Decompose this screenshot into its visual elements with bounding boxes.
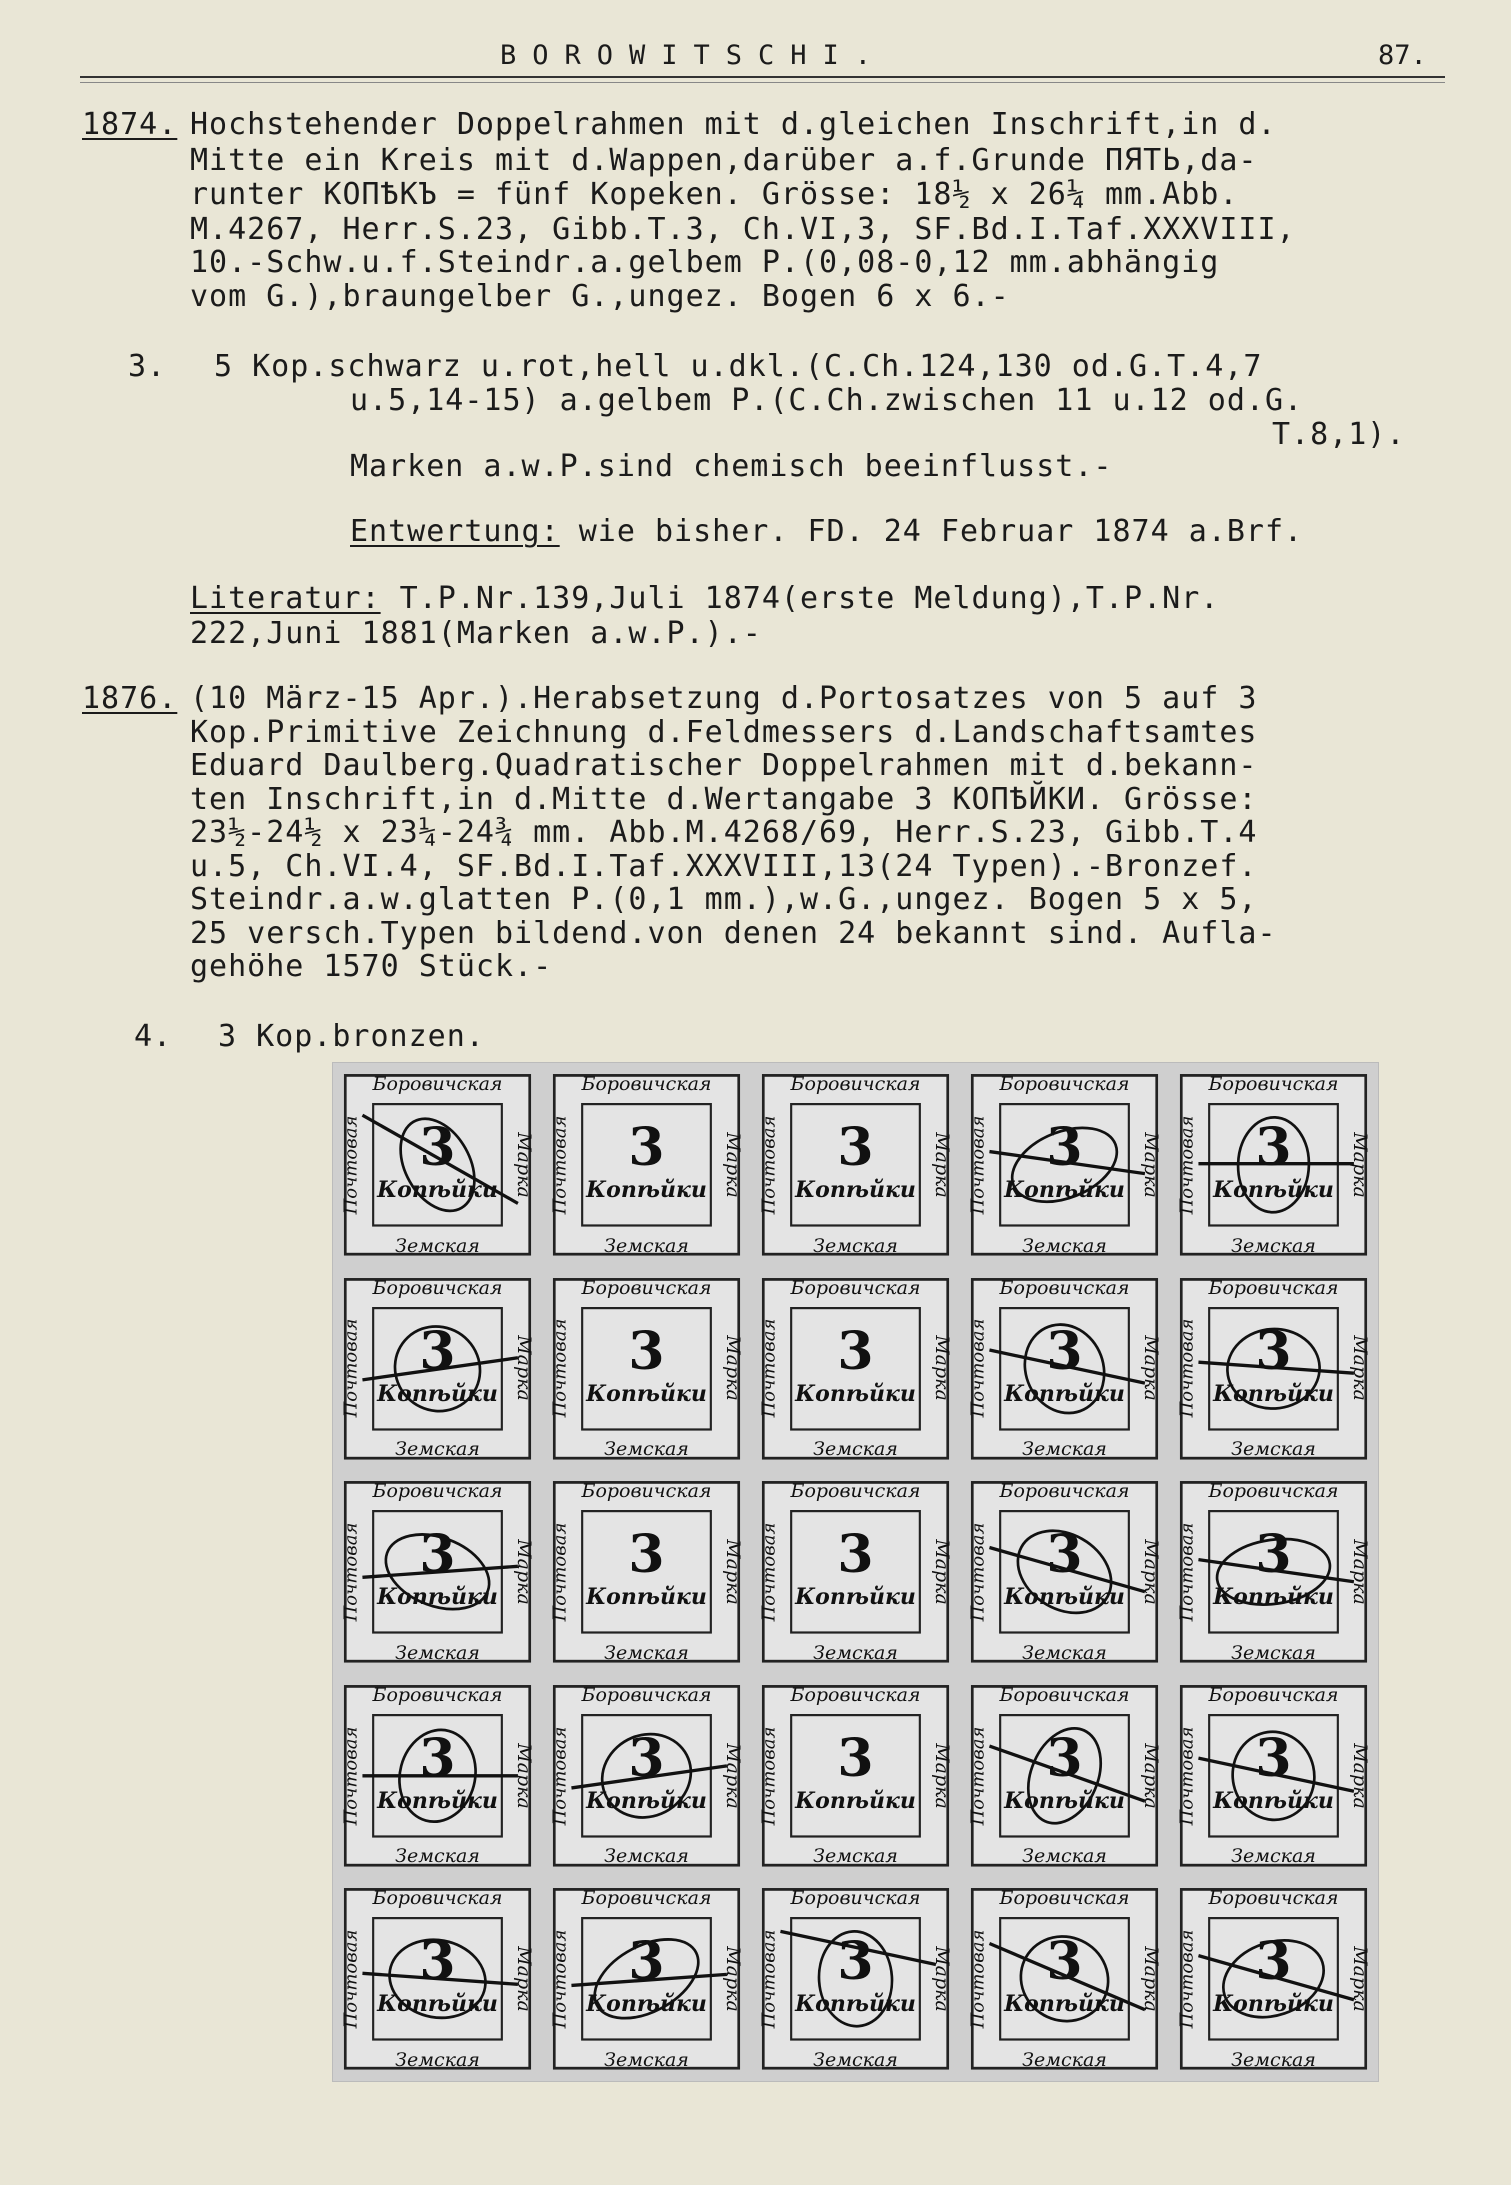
entry-1876-line: 23½-24½ x 23¼-24¾ mm. Abb.M.4268/69, Herr.S.23, Gibb.T.4 bbox=[190, 815, 1258, 850]
entry-1874-line: runter КОПѢКЪ = fünf Kopeken. Grösse: 18½ x 26¼ mm.Abb. bbox=[190, 177, 1239, 212]
stamp-value-word: Копѣйки bbox=[1004, 1177, 1125, 1203]
entry-1876-line: gehöhe 1570 Stück.- bbox=[190, 949, 553, 984]
stamp-right-text: Марка bbox=[1140, 1335, 1162, 1402]
stamp-left-text: Почтовая bbox=[549, 1726, 571, 1825]
stamp-left-text: Почтовая bbox=[549, 1115, 571, 1215]
stamp-left-text: Почтовая bbox=[967, 1726, 989, 1825]
item-4-number: 4. bbox=[134, 1019, 173, 1054]
stamp-value: 3 bbox=[837, 1320, 874, 1382]
stamp-value-word: Копѣйки bbox=[586, 1991, 707, 2018]
stamp-right-text: Марка bbox=[931, 1742, 953, 1809]
stamp-bottom-text: Земская bbox=[813, 1438, 898, 1461]
entry-1874-line: Hochstehender Doppelrahmen mit d.gleichen Inschrift,in d. bbox=[190, 107, 1277, 142]
stamp-value-word: Копѣйки bbox=[377, 1991, 498, 2018]
stamp bbox=[751, 1877, 960, 2081]
stamp-value-word: Копѣйки bbox=[377, 1787, 498, 1814]
stamp-left-text: Почтовая bbox=[549, 1319, 571, 1418]
stamp-value: 3 bbox=[1255, 1727, 1292, 1789]
stamp-right-text: Марка bbox=[722, 1946, 744, 2012]
stamp-right-text: Марка bbox=[931, 1131, 953, 1198]
stamp-left-text: Почтовая bbox=[967, 1319, 989, 1418]
stamp-left-text: Почтовая bbox=[549, 1929, 571, 2029]
stamp-value-word: Копѣйки bbox=[1213, 1787, 1334, 1814]
stamp-value-word: Копѣйки bbox=[377, 1380, 498, 1407]
stamp-right-text: Марка bbox=[1140, 1131, 1162, 1198]
stamp-left-text: Почтовая bbox=[967, 1115, 989, 1215]
stamp bbox=[542, 1470, 751, 1674]
stamp-top-text: Боровичская bbox=[1208, 1276, 1339, 1299]
stamp-right-text: Марка bbox=[931, 1335, 953, 1402]
stamp-bottom-text: Земская bbox=[813, 1234, 898, 1257]
stamp-top-text: Боровичская bbox=[790, 1276, 921, 1299]
stamp-right-text: Марка bbox=[513, 1335, 535, 1402]
stamp-value-word: Копѣйки bbox=[795, 1380, 916, 1407]
stamp bbox=[960, 1674, 1169, 1878]
stamp-value: 3 bbox=[1255, 1320, 1292, 1382]
stamp-right-text: Марка bbox=[1140, 1539, 1162, 1605]
stamp-top-text: Боровичская bbox=[790, 1073, 921, 1095]
stamp bbox=[751, 1470, 960, 1674]
stamp-right-text: Марка bbox=[722, 1742, 744, 1809]
stamp-bottom-text: Земская bbox=[604, 1438, 689, 1461]
stamp-sheet-photo bbox=[333, 1063, 1378, 2081]
stamp-right-text: Марка bbox=[1349, 1335, 1371, 1402]
stamp-value: 3 bbox=[419, 1524, 456, 1586]
stamp-top-text: Боровичская bbox=[790, 1887, 921, 1910]
stamp-bottom-text: Земская bbox=[1022, 2049, 1107, 2071]
stamp-top-text: Боровичская bbox=[1208, 1887, 1339, 1910]
entwertung-line bbox=[350, 515, 1303, 549]
stamp-value: 3 bbox=[419, 1727, 456, 1789]
stamp-value-word: Копѣйки bbox=[795, 1991, 916, 2018]
stamp-value-word: Копѣйки bbox=[795, 1787, 916, 1814]
stamp-left-text: Почтовая bbox=[758, 1522, 780, 1622]
stamp-right-text: Марка bbox=[1140, 1946, 1162, 2012]
stamp-right-text: Марка bbox=[722, 1335, 744, 1402]
stamp-bottom-text: Земская bbox=[395, 1641, 480, 1664]
stamp-right-text: Марка bbox=[513, 1742, 535, 1809]
stamp-top-text: Боровичская bbox=[372, 1887, 503, 1910]
entry-1876-line: (10 März-15 Apr.).Herabsetzung d.Portosatzes von 5 auf 3 bbox=[190, 681, 1258, 716]
stamp-value: 3 bbox=[1046, 1320, 1083, 1382]
stamp-value-word: Копѣйки bbox=[1213, 1584, 1334, 1611]
stamp bbox=[751, 1674, 960, 1878]
stamp bbox=[542, 1674, 751, 1878]
stamp-bottom-text: Земская bbox=[1231, 1438, 1316, 1461]
entry-1874-line: 10.-Schw.u.f.Steindr.a.gelbem P.(0,08-0,12 mm.abhängig bbox=[190, 245, 1220, 280]
entry-1876-year: 1876. bbox=[82, 681, 178, 716]
stamp-right-text: Марка bbox=[1349, 1946, 1371, 2012]
stamp-right-text: Марка bbox=[513, 1946, 535, 2012]
stamp bbox=[333, 1674, 542, 1878]
stamp-top-text: Боровичская bbox=[1208, 1683, 1339, 1706]
stamp-top-text: Боровичская bbox=[999, 1073, 1130, 1095]
stamp-value-word: Копѣйки bbox=[1004, 1991, 1125, 2018]
stamp-top-text: Боровичская bbox=[581, 1073, 712, 1095]
stamp bbox=[1169, 1063, 1378, 1267]
literatur-label: Literatur: bbox=[190, 581, 381, 616]
stamp-value: 3 bbox=[419, 1931, 456, 1993]
literatur-text: T.P.Nr.139,Juli 1874(erste Meldung),T.P.Nr. bbox=[380, 581, 1220, 616]
stamp bbox=[1169, 1877, 1378, 2081]
stamp-value-word: Копѣйки bbox=[795, 1584, 916, 1611]
entwertung-text: wie bisher. FD. 24 Februar 1874 a.Brf. bbox=[559, 514, 1304, 549]
stamp-right-text: Марка bbox=[931, 1946, 953, 2012]
stamp-right-text: Марка bbox=[1140, 1742, 1162, 1809]
stamp-value: 3 bbox=[628, 1524, 665, 1586]
stamp-bottom-text: Земская bbox=[1231, 1234, 1316, 1257]
stamp-top-text: Боровичская bbox=[999, 1480, 1130, 1503]
stamp-left-text: Почтовая bbox=[1176, 1929, 1198, 2029]
stamp-top-text: Боровичская bbox=[581, 1683, 712, 1706]
literatur-line bbox=[190, 582, 1219, 616]
stamp bbox=[1169, 1674, 1378, 1878]
stamp-top-text: Боровичская bbox=[581, 1276, 712, 1299]
stamp bbox=[960, 1877, 1169, 2081]
stamp-left-text: Почтовая bbox=[758, 1929, 780, 2029]
stamp bbox=[333, 1063, 542, 1267]
stamp-top-text: Боровичская bbox=[790, 1683, 921, 1706]
stamp-left-text: Почтовая bbox=[340, 1115, 362, 1215]
stamp-top-text: Боровичская bbox=[372, 1073, 503, 1095]
stamp-top-text: Боровичская bbox=[999, 1276, 1130, 1299]
stamp-value-word: Копѣйки bbox=[377, 1177, 498, 1203]
stamp-left-text: Почтовая bbox=[967, 1929, 989, 2029]
stamp-bottom-text: Земская bbox=[604, 1234, 689, 1257]
stamp-bottom-text: Земская bbox=[1022, 1641, 1107, 1664]
stamp-value: 3 bbox=[419, 1117, 456, 1178]
stamp-left-text: Почтовая bbox=[758, 1726, 780, 1825]
stamp-value: 3 bbox=[628, 1117, 665, 1178]
stamp-bottom-text: Земская bbox=[813, 1845, 898, 1868]
stamp-top-text: Боровичская bbox=[1208, 1480, 1339, 1503]
stamp-value: 3 bbox=[1255, 1524, 1292, 1586]
stamp-right-text: Марка bbox=[1349, 1131, 1371, 1198]
item-3-number: 3. bbox=[128, 349, 167, 384]
stamp-value: 3 bbox=[1255, 1931, 1292, 1993]
stamp-bottom-text: Земская bbox=[813, 2049, 898, 2071]
stamp-left-text: Почтовая bbox=[1176, 1726, 1198, 1825]
stamp bbox=[960, 1063, 1169, 1267]
header-rule-thin bbox=[80, 82, 1445, 83]
stamp-top-text: Боровичская bbox=[581, 1480, 712, 1503]
entry-1876-line: u.5, Ch.VI.4, SF.Bd.I.Taf.XXXVIII,13(24 Typen).-Bronzef. bbox=[190, 849, 1258, 884]
stamp-top-text: Боровичская bbox=[372, 1480, 503, 1503]
stamp-left-text: Почтовая bbox=[758, 1115, 780, 1215]
stamp-value: 3 bbox=[1046, 1524, 1083, 1586]
stamp-value-word: Копѣйки bbox=[586, 1177, 707, 1203]
stamp-value: 3 bbox=[1255, 1117, 1292, 1178]
stamp bbox=[960, 1267, 1169, 1471]
stamp-bottom-text: Земская bbox=[1022, 1438, 1107, 1461]
stamp-value-word: Копѣйки bbox=[1213, 1177, 1334, 1203]
stamp-bottom-text: Земская bbox=[395, 1234, 480, 1257]
entry-1874-line: vom G.),braungelber G.,ungez. Bogen 6 x 6.- bbox=[190, 279, 1010, 314]
running-header-title: BOROWITSCHI. bbox=[500, 40, 888, 71]
stamp-left-text: Почтовая bbox=[340, 1929, 362, 2029]
stamp-left-text: Почтовая bbox=[1176, 1522, 1198, 1622]
stamp-top-text: Боровичская bbox=[581, 1887, 712, 1910]
stamp-bottom-text: Земская bbox=[813, 1641, 898, 1664]
item-3-line: T.8,1). bbox=[1272, 417, 1406, 452]
stamp bbox=[333, 1470, 542, 1674]
stamp-top-text: Боровичская bbox=[372, 1276, 503, 1299]
stamp-right-text: Марка bbox=[931, 1539, 953, 1605]
stamp-right-text: Марка bbox=[1349, 1539, 1371, 1605]
stamp-left-text: Почтовая bbox=[340, 1319, 362, 1418]
stamp-left-text: Почтовая bbox=[1176, 1115, 1198, 1215]
entry-1874-line: Mitte ein Kreis mit d.Wappen,darüber a.f.Grunde ПЯТЬ,da- bbox=[190, 143, 1258, 178]
stamp-value: 3 bbox=[1046, 1117, 1083, 1178]
stamp-left-text: Почтовая bbox=[340, 1522, 362, 1622]
page-number: 87. bbox=[1378, 40, 1427, 71]
item-3-line: u.5,14-15) a.gelbem P.(C.Ch.zwischen 11 u.12 od.G. bbox=[350, 383, 1304, 418]
item-3-line: 5 Kop.schwarz u.rot,hell u.dkl.(C.Ch.124,130 od.G.T.4,7 bbox=[214, 349, 1263, 384]
stamp bbox=[542, 1267, 751, 1471]
stamp-value-word: Копѣйки bbox=[586, 1380, 707, 1407]
stamp-value: 3 bbox=[837, 1727, 874, 1789]
entry-1876-line: ten Inschrift,in d.Mitte d.Wertangabe 3 КОПѢЙКИ. Grösse: bbox=[190, 782, 1258, 817]
entry-1876-line: 25 versch.Typen bildend.von denen 24 bekannt sind. Aufla- bbox=[190, 916, 1277, 951]
stamp-right-text: Марка bbox=[1349, 1742, 1371, 1809]
stamp bbox=[751, 1267, 960, 1471]
stamp-value-word: Копѣйки bbox=[377, 1584, 498, 1611]
stamp-bottom-text: Земская bbox=[395, 1438, 480, 1461]
stamp-bottom-text: Земская bbox=[604, 1641, 689, 1664]
stamp-top-text: Боровичская bbox=[790, 1480, 921, 1503]
stamp-value: 3 bbox=[837, 1931, 874, 1993]
stamp-left-text: Почтовая bbox=[967, 1522, 989, 1622]
stamp-top-text: Боровичская bbox=[999, 1683, 1130, 1706]
stamp-right-text: Марка bbox=[513, 1131, 535, 1198]
stamp-top-text: Боровичская bbox=[372, 1683, 503, 1706]
stamp-value-word: Копѣйки bbox=[586, 1787, 707, 1814]
stamp-left-text: Почтовая bbox=[1176, 1319, 1198, 1418]
stamp-value: 3 bbox=[1046, 1931, 1083, 1993]
stamp bbox=[960, 1470, 1169, 1674]
stamp-value: 3 bbox=[1046, 1727, 1083, 1789]
item-4-text: 3 Kop.bronzen. bbox=[218, 1019, 485, 1054]
stamp bbox=[333, 1267, 542, 1471]
stamp-left-text: Почтовая bbox=[549, 1522, 571, 1622]
stamp-value: 3 bbox=[837, 1524, 874, 1586]
entry-1876-line: Eduard Daulberg.Quadratischer Doppelrahmen mit d.bekann- bbox=[190, 748, 1258, 783]
stamp-bottom-text: Земская bbox=[1231, 1641, 1316, 1664]
stamp-value-word: Копѣйки bbox=[1004, 1380, 1125, 1407]
stamp-bottom-text: Земская bbox=[1022, 1845, 1107, 1868]
stamp-left-text: Почтовая bbox=[340, 1726, 362, 1825]
stamp-right-text: Марка bbox=[722, 1131, 744, 1198]
stamp-bottom-text: Земская bbox=[1231, 1845, 1316, 1868]
stamp-top-text: Боровичская bbox=[999, 1887, 1130, 1910]
stamp bbox=[1169, 1470, 1378, 1674]
stamp bbox=[1169, 1267, 1378, 1471]
stamp bbox=[333, 1877, 542, 2081]
stamp-bottom-text: Земская bbox=[395, 2049, 480, 2071]
stamp-right-text: Марка bbox=[513, 1539, 535, 1605]
stamp bbox=[542, 1063, 751, 1267]
stamp-value: 3 bbox=[419, 1320, 456, 1382]
stamp-top-text: Боровичская bbox=[1208, 1073, 1339, 1095]
stamp-value-word: Копѣйки bbox=[1213, 1380, 1334, 1407]
entry-1876-line: Steindr.a.w.glatten P.(0,1 mm.),w.G.,ungez. Bogen 5 x 5, bbox=[190, 882, 1258, 917]
item-3-note: Marken a.w.P.sind chemisch beeinflusst.- bbox=[350, 449, 1113, 484]
stamp-value-word: Копѣйки bbox=[795, 1177, 916, 1203]
entry-1874-line: M.4267, Herr.S.23, Gibb.T.3, Ch.VI,3, SF.Bd.I.Taf.XXXVIII, bbox=[190, 212, 1296, 247]
stamp-right-text: Марка bbox=[722, 1539, 744, 1605]
stamp-bottom-text: Земская bbox=[1231, 2049, 1316, 2071]
stamp-value: 3 bbox=[837, 1117, 874, 1178]
stamp-bottom-text: Земская bbox=[395, 1845, 480, 1868]
stamp-left-text: Почтовая bbox=[758, 1319, 780, 1418]
stamp-value: 3 bbox=[628, 1931, 665, 1993]
stamp-value: 3 bbox=[628, 1320, 665, 1382]
entry-1876-line: Kop.Primitive Zeichnung d.Feldmessers d.Landschaftsamtes bbox=[190, 715, 1258, 750]
stamp-bottom-text: Земская bbox=[1022, 1234, 1107, 1257]
stamp-value: 3 bbox=[628, 1727, 665, 1789]
stamp-value-word: Копѣйки bbox=[1213, 1991, 1334, 2018]
stamp-value-word: Копѣйки bbox=[1004, 1787, 1125, 1814]
stamp-value-word: Копѣйки bbox=[1004, 1584, 1125, 1611]
header-rule bbox=[80, 76, 1445, 78]
entry-1874-year: 1874. bbox=[82, 107, 178, 142]
stamp-bottom-text: Земская bbox=[604, 2049, 689, 2071]
stamp-bottom-text: Земская bbox=[604, 1845, 689, 1868]
entwertung-label: Entwertung: bbox=[350, 514, 560, 549]
stamp-value-word: Копѣйки bbox=[586, 1584, 707, 1611]
literatur-line-2: 222,Juni 1881(Marken a.w.P.).- bbox=[190, 616, 762, 651]
stamp bbox=[751, 1063, 960, 1267]
stamp bbox=[542, 1877, 751, 2081]
